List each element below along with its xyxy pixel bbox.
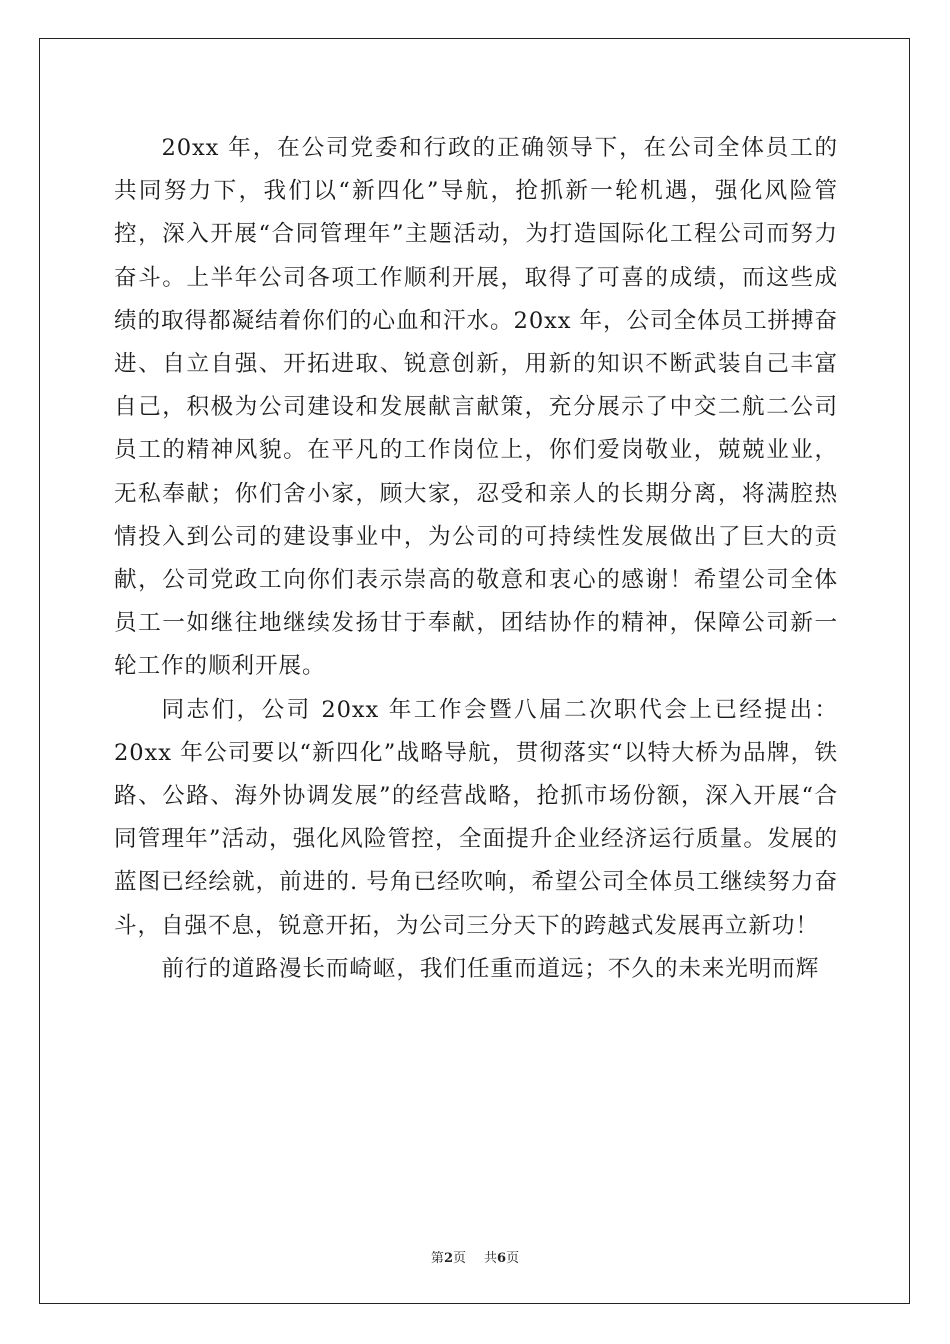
paragraph-1: 20xx 年，在公司党委和行政的正确领导下，在公司全体员工的共同努力下，我们以“新四化”导航，抢抓新一轮机遇，强化风险管控，深入开展“合同管理年”主题活动，为打造国际化工程公司而努力奋斗。上半年公司各项工作顺利开展，取得了可喜的成绩，而这些成绩的取得都凝结着你们的心血和汗水。20xx 年，公司全体员工拼搏奋进、自立自强、开拓进取、锐意创新，用新的知识不断武装自己丰富自己，积极为公司建设和发展献言献策，充分展示了中交二航二公司员工的精神风貌。在平凡的工作岗位上，你们爱岗敬业，兢兢业业，无私奉献；你们舍小家，顾大家，忍受和亲人的长期分离，将满腔热情投入到公司的建设事业中，为公司的可持续性发展做出了巨大的贡献，公司党政工向你们表示崇高的敬意和衷心的感谢！希望公司全体员工一如继往地继续发扬甘于奉献，团结协作的精神，保障公司新一轮工作的顺利开展。 — [114, 135, 838, 680]
paragraph-2: 同志们，公司 20xx 年工作会暨八届二次职代会上已经提出：20xx 年公司要以“新四化”战略导航，贯彻落实“以特大桥为品牌，铁路、公路、海外协调发展”的经营战略，抢抓市场份额，深入开展“合同管理年”活动，强化风险管控，全面提升企业经济运行质量。发展的蓝图已经绘就，前进的. 号角已经吹响，希望公司全体员工继续努力奋斗，自强不息，锐意开拓，为公司三分天下的跨越式发展再立新功！ — [114, 696, 838, 939]
page-total: 6 — [497, 1251, 507, 1266]
page-prefix: 第 — [430, 1251, 444, 1266]
page-suffix: 页 — [452, 1251, 466, 1266]
page-footer — [0, 1247, 950, 1266]
total-suffix: 页 — [506, 1251, 520, 1266]
document-body — [114, 127, 838, 991]
paragraph-3: 前行的道路漫长而崎岖，我们任重而道远；不久的未来光明而辉 — [161, 955, 820, 982]
total-prefix: 共 — [484, 1251, 498, 1266]
page-current: 2 — [443, 1251, 453, 1266]
